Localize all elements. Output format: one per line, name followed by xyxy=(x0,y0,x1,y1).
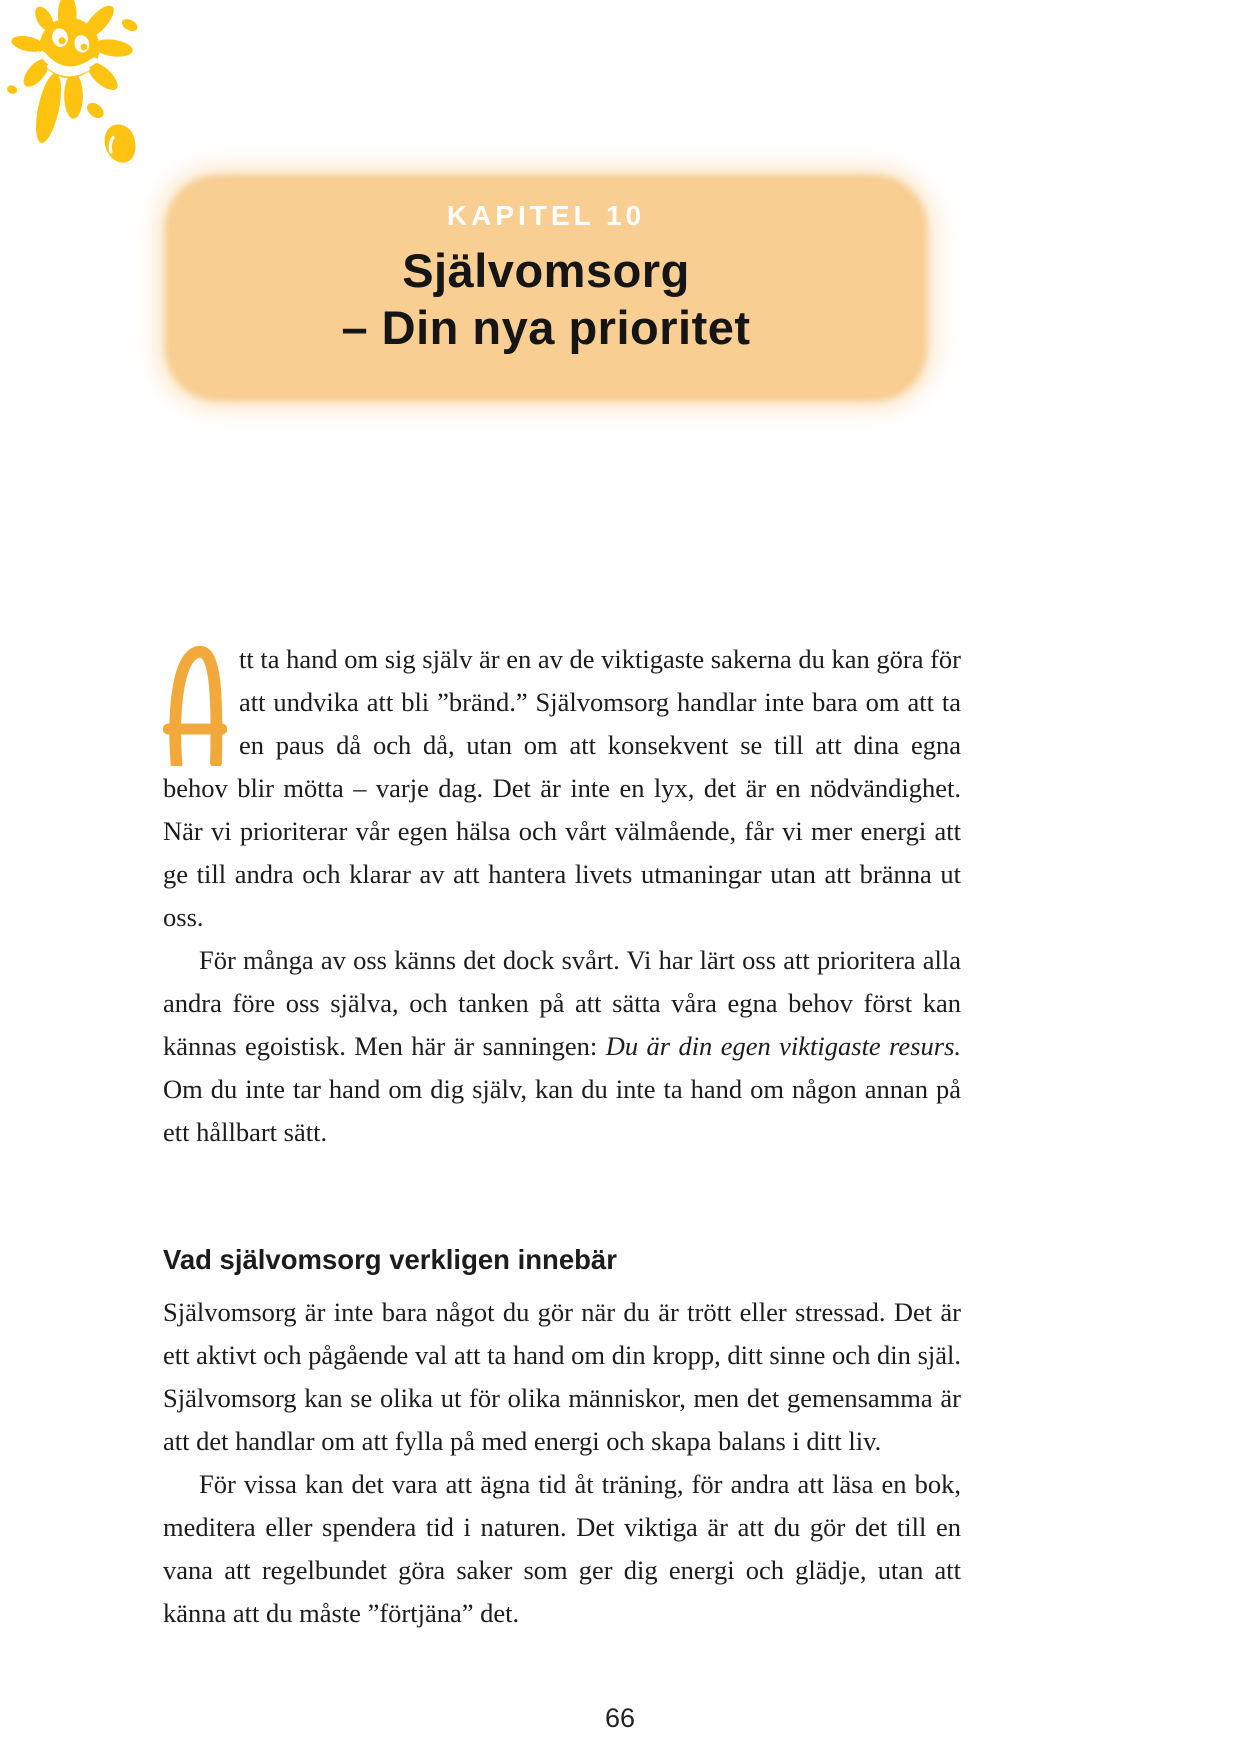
paragraph-2-italic-emphasis: Du är din egen viktigaste resurs. xyxy=(605,1031,962,1061)
chapter-banner xyxy=(170,180,922,396)
paragraph-2-text-before: För många av oss känns det dock svårt. Vi har lärt oss att prioritera alla andra före oss själva, och tanken på att sätta våra egna behov först kan kännas egoistisk. Men här är sanningen: xyxy=(163,945,961,1061)
body-text xyxy=(163,638,961,1635)
paragraph-3: Självomsorg är inte bara något du gör när du är trött eller stressad. Det är ett aktivt och pågående val att ta hand om din kropp, ditt sinne och din själ. Självomsorg kan se olika ut för olika människor, men det gemensamma är att det handlar om att fylla på med energi och skapa balans i ditt liv. xyxy=(163,1297,961,1456)
sun-splash-illustration xyxy=(2,0,170,178)
paragraph-2-text-after: Om du inte tar hand om dig själv, kan du inte ta hand om någon annan på ett hållbart sätt. xyxy=(163,1074,961,1147)
paragraph-2 xyxy=(163,939,961,1154)
paragraph-1-text: tt ta hand om sig själv är en av de viktigaste sakerna du kan göra för att undvika att bli ”bränd.” Självomsorg handlar inte bara om att ta en paus då och då, utan om att konsekvent se till att dina egna behov blir mötta – varje dag. Det är inte en lyx, det är en nödvändighet. När vi prioriterar vår egen hälsa och vårt välmående, får vi mer energi att ge till andra och klarar av att hantera livets utmaningar utan att bränna ut oss. xyxy=(163,644,961,932)
chapter-title-line2: – Din nya prioritet xyxy=(341,301,751,354)
paragraph-4: För vissa kan det vara att ägna tid åt träning, för andra att läsa en bok, meditera eller spendera tid i naturen. Det viktiga är att du gör det till en vana att regelbundet göra saker som ger dig energi och glädje, utan att känna att du måste ”förtjäna” det. xyxy=(163,1469,961,1628)
paragraph-1 xyxy=(163,638,961,939)
chapter-title-line1: Självomsorg xyxy=(402,244,690,297)
chapter-kicker: KAPITEL 10 xyxy=(446,200,646,231)
page-number: 66 xyxy=(604,1703,636,1733)
section-heading: Vad självomsorg verkligen innebär xyxy=(163,1244,617,1275)
dropcap-letter-a xyxy=(163,640,227,766)
